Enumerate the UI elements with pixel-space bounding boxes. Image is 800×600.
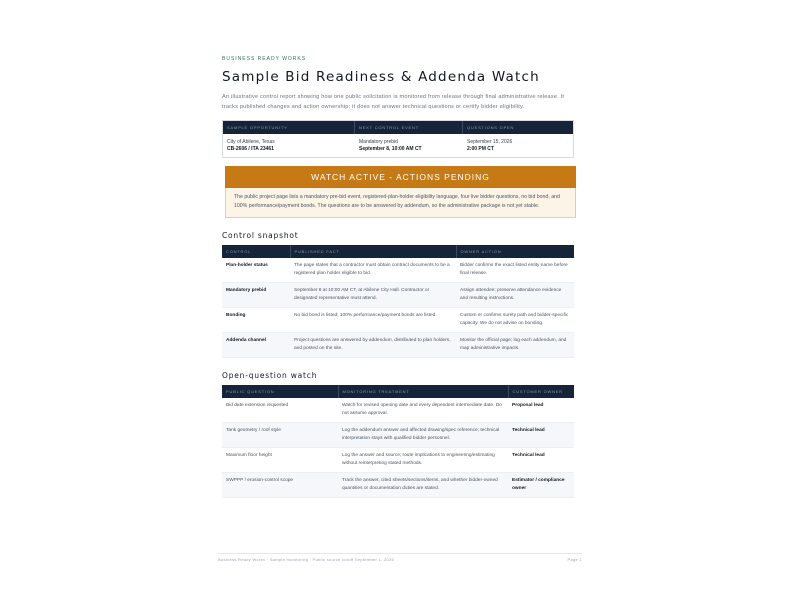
- question-text: Maximum floor height: [222, 448, 338, 473]
- info-header-questions: QUESTIONS OPEN: [467, 125, 515, 130]
- control-name: Bonding: [222, 308, 290, 333]
- control-snapshot-title: Control snapshot: [222, 231, 299, 240]
- info-header-event: NEXT CONTROL EVENT: [355, 121, 463, 134]
- question-treatment: Log the answer and source; route implications to engineering/estimating without reinterpreting stated methods.: [338, 448, 508, 473]
- opportunity-city: City of Abilene, Texas: [227, 139, 275, 145]
- table-row: [222, 398, 574, 423]
- table-header-row: [222, 245, 574, 258]
- open-question-table: [222, 385, 574, 498]
- table-row: [222, 473, 574, 498]
- control-action: Bidder confirms the exact listed entity name before final release.: [456, 258, 574, 283]
- question-treatment: Log the addendum answer and affected drawing/spec reference; technical interpretation stays with qualified bidder personnel.: [338, 423, 508, 448]
- open-question-title: Open-question watch: [222, 371, 318, 380]
- question-text: SWPPP / erosion-control scope: [222, 473, 338, 498]
- control-fact: The page states that a contractor must obtain contract documents to be a registered plan holder eligible to bid.: [290, 258, 456, 283]
- deadline-time: 2:00 PM CT: [467, 146, 494, 152]
- event-datetime: September 8, 10:00 AM CT: [359, 146, 422, 152]
- page-title: Sample Bid Readiness & Addenda Watch: [222, 69, 540, 85]
- opportunity-id: CB-2606 / ITA 23461: [227, 146, 274, 152]
- watch-status-heading: WATCH ACTIVE - ACTIONS PENDING: [225, 166, 576, 188]
- control-name: Plan-holder status: [222, 258, 290, 283]
- control-action: Assign attendee; preserve attendance evidence and resulting instructions.: [456, 283, 574, 308]
- question-owner: Technical lead: [508, 448, 574, 473]
- watch-banner: [225, 166, 576, 218]
- table-row: [222, 258, 574, 283]
- question-treatment: Track the answer, cited sheets/sections/items, and whether bidder-owned quantities or documentation duties are stated.: [338, 473, 508, 498]
- footer-source: Business Ready Works · Sample monitoring · Public source cutoff September 1, 2026: [218, 557, 395, 562]
- control-fact: Project questions are answered by addendum, distributed to plan holders, and posted on the site.: [290, 333, 456, 358]
- info-opportunity: [223, 139, 355, 153]
- column-header: PUBLISHED FACT: [290, 245, 456, 258]
- footer-page-number: Page 1: [567, 557, 582, 562]
- table-row: [222, 333, 574, 358]
- control-snapshot-table: [222, 245, 574, 358]
- question-treatment: Watch for revised opening date and every dependent intermediate date. Do not assume approval.: [338, 398, 508, 423]
- control-name: Addenda channel: [222, 333, 290, 358]
- control-action: Monitor the official page; log each addendum, and map administrative impacts.: [456, 333, 574, 358]
- report-page: [222, 56, 574, 498]
- intro-paragraph: An illustrative control report showing how one public solicitation is monitored from release through final administrative release. It tracks published changes and action ownership; it does not answer technical questions or certify bidder eligibility.: [222, 94, 565, 110]
- info-header-row: [223, 121, 573, 134]
- question-owner: Technical lead: [508, 423, 574, 448]
- column-header: PUBLIC QUESTION: [222, 385, 338, 398]
- column-header: MONITORING TREATMENT: [338, 385, 508, 398]
- info-body-row: [223, 134, 573, 157]
- control-fact: No bid bond is listed; 100% performance/payment bonds are listed.: [290, 308, 456, 333]
- question-text: Tank geometry / roof style: [222, 423, 338, 448]
- info-event: [355, 139, 463, 153]
- watch-status-body: The public project page lists a mandatory pre-bid event, registered-plan-holder eligibility language, four live bidder questions, no bid bond, and 100% performance/payment bonds. The questions are to be answered by addendum, so the administrative package is not yet stable.: [225, 188, 576, 218]
- question-owner: Proposal lead: [508, 398, 574, 423]
- question-text: Bid date extension requested: [222, 398, 338, 423]
- page-footer: [218, 553, 582, 562]
- column-header: OWNER ACTION: [456, 245, 574, 258]
- column-header: CUSTOMER OWNER: [508, 385, 574, 398]
- table-row: [222, 308, 574, 333]
- table-header-row: [222, 385, 574, 398]
- question-owner: Estimator / compliance owner: [508, 473, 574, 498]
- event-name: Mandatory prebid: [359, 139, 398, 145]
- table-row: [222, 448, 574, 473]
- info-deadline: [463, 139, 573, 153]
- control-action: Custom er confirms surety path and bidder-specific capacity. We do not advise on bonding.: [456, 308, 574, 333]
- column-header: CONTROL: [222, 245, 290, 258]
- table-row: [222, 423, 574, 448]
- table-row: [222, 283, 574, 308]
- opportunity-info-box: [222, 120, 574, 158]
- control-fact: September 8 at 10:00 AM CT, at Abilene City Hall. Contractor or designated representative must attend.: [290, 283, 456, 308]
- control-name: Mandatory prebid: [222, 283, 290, 308]
- deadline-date: September 15, 2026: [467, 139, 513, 145]
- info-header-opportunity: SAMPLE OPPORTUNITY: [223, 121, 355, 134]
- brand-label: BUSINESS READY WORKS: [222, 56, 307, 62]
